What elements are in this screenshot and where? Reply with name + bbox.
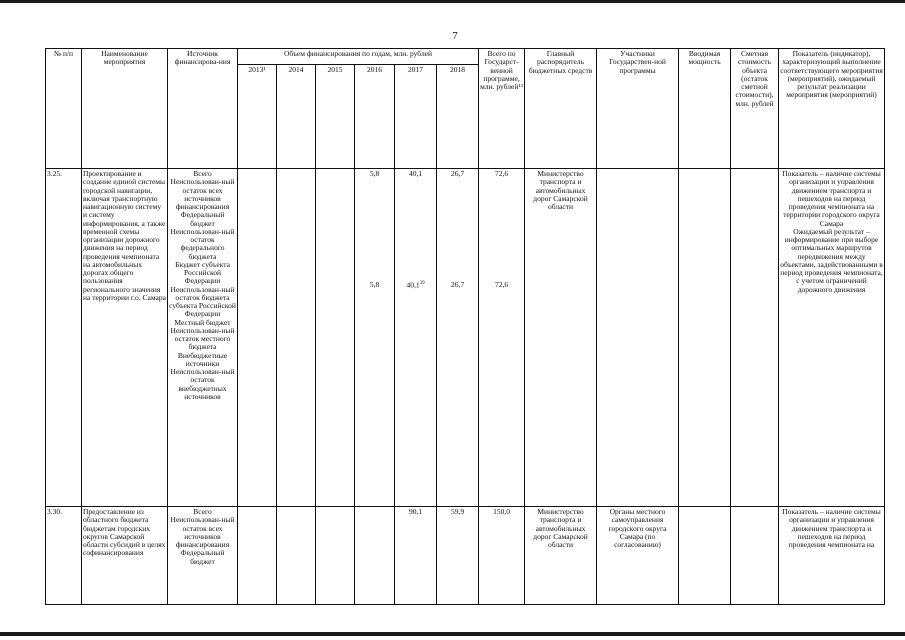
row-sources <box>168 169 238 507</box>
row-cost <box>731 169 779 507</box>
header-total: Всего по Государст-венной программе, млн. рублей¹³ <box>479 49 525 169</box>
cell-total <box>479 169 525 507</box>
value-total-2018: 26,7 <box>450 169 465 178</box>
value-total-sum: 72,6 <box>494 169 509 178</box>
cell-2015 <box>316 169 355 507</box>
table-row <box>46 169 885 507</box>
value-region-sum: 72,6 <box>494 280 509 290</box>
header-capacity: Вводимая мощность <box>679 49 731 169</box>
cell-2016 <box>355 507 395 605</box>
row-participants: Органы местного самоуправления городского округа Самара (по согласованию) <box>597 507 679 605</box>
header-manager: Главный распорядитель бюджетных средств <box>525 49 597 169</box>
cell-2013 <box>238 169 277 507</box>
header-year-2015: 2015 <box>316 65 355 169</box>
sources-bottom: Бюджет субъекта Российской Федерации Неиспользован-ный остаток бюджета субъекта Российской Федерации Местный бюджет Неиспользован-ный остаток местного бюджета Внебюджетные источники Неиспользован-ный остаток внебюджетных источников <box>169 259 236 401</box>
row-participants <box>597 169 679 507</box>
value-region-2017: 40,1$^{39}$ <box>406 280 425 290</box>
sources-top: Всего Неиспользован-ный остаток всех источников финансирования Федеральный бюджет Неиспользован-ный остаток федерального бюджета <box>170 169 235 261</box>
header-cost: Сметная стоимость объекта (остаток сметной стоимости), млн. рублей <box>731 49 779 169</box>
cell-2018 <box>437 169 479 507</box>
value-total-2017: 90,1 <box>395 507 437 605</box>
value-total-2016: 5,8 <box>369 169 380 178</box>
row-sources: Всего Неиспользован-ный остаток всех источников финансирования Федеральный бюджет <box>168 507 238 605</box>
cell-2014 <box>277 507 316 605</box>
row-indicator: Показатель – наличие системы организации и управления движением транспорта и пешеходов на период проведения чемпионата на <box>779 507 885 605</box>
header-name: Наименование мероприятия <box>82 49 168 169</box>
header-year-2017: 2017 <box>395 65 437 169</box>
value-total-2017: 40,1 <box>408 169 423 178</box>
indicator-text: Показатель – наличие системы организации и управления движением транспорта и пешеходов на период проведения чемпионата на территории городского округа Самара <box>782 169 881 228</box>
top-rule <box>0 0 905 3</box>
row-indicator <box>779 169 885 507</box>
value-region-2018: 26,7 <box>450 280 465 290</box>
row-name: Проектирование и создание единой системы городской навигации, включая транспортную навигационную систему и систему информирования, а также временной схемы организации дорожного движения на период проведения чемпионата на автомобильных дорогах общего пользования регионального значения на территории г.о. Самара <box>82 169 168 507</box>
header-funding-group: Объем финансирования по годам, млн. рублей <box>238 49 479 65</box>
header-year-2016: 2016 <box>355 65 395 169</box>
expected-result-text: Ожидаемый результат – информирование при выборе оптимальных маршрутов передвижения между объектами, задействованными в период проведения чемпионата, с учетом ограничений дорожного движения <box>780 226 883 294</box>
header-participants: Участники Государствен-ной программы <box>597 49 679 169</box>
header-year-2014: 2014 <box>277 65 316 169</box>
value-region-2016: 5,8 <box>369 280 380 290</box>
header-no: № п/п <box>46 49 82 169</box>
cell-2016 <box>355 169 395 507</box>
row-cost <box>731 507 779 605</box>
program-table <box>45 48 885 605</box>
row-manager: Министерство транспорта и автомобильных дорог Самарской области <box>525 507 597 605</box>
bottom-rule <box>0 632 905 636</box>
row-name: Предоставление из областного бюджета бюджетам городских округов Самарской области субсидий в целях софинансирования <box>82 507 168 605</box>
header-year-2013: 2013¹ <box>238 65 277 169</box>
cell-2017 <box>395 169 437 507</box>
cell-2013 <box>238 507 277 605</box>
cell-2014 <box>277 169 316 507</box>
table-row <box>46 507 885 605</box>
row-manager: Министерство транспорта и автомобильных дорог Самарской области <box>525 169 597 507</box>
value-total-sum: 150,0 <box>479 507 525 605</box>
row-capacity <box>679 507 731 605</box>
row-number: 3.30. <box>46 507 82 605</box>
page-number: 7 <box>452 30 458 42</box>
header-indicator: Показатель (индикатор), характеризующий выполнение соответствующего мероприятия (мероприятий), ожидаемый результат реализации мероприятия (мероприятий) <box>779 49 885 169</box>
header-sources: Источник финансирова-ния <box>168 49 238 169</box>
row-number: 3.25. <box>46 169 82 507</box>
value-total-2018: 59,9 <box>437 507 479 605</box>
row-capacity <box>679 169 731 507</box>
cell-2015 <box>316 507 355 605</box>
header-year-2018: 2018 <box>437 65 479 169</box>
